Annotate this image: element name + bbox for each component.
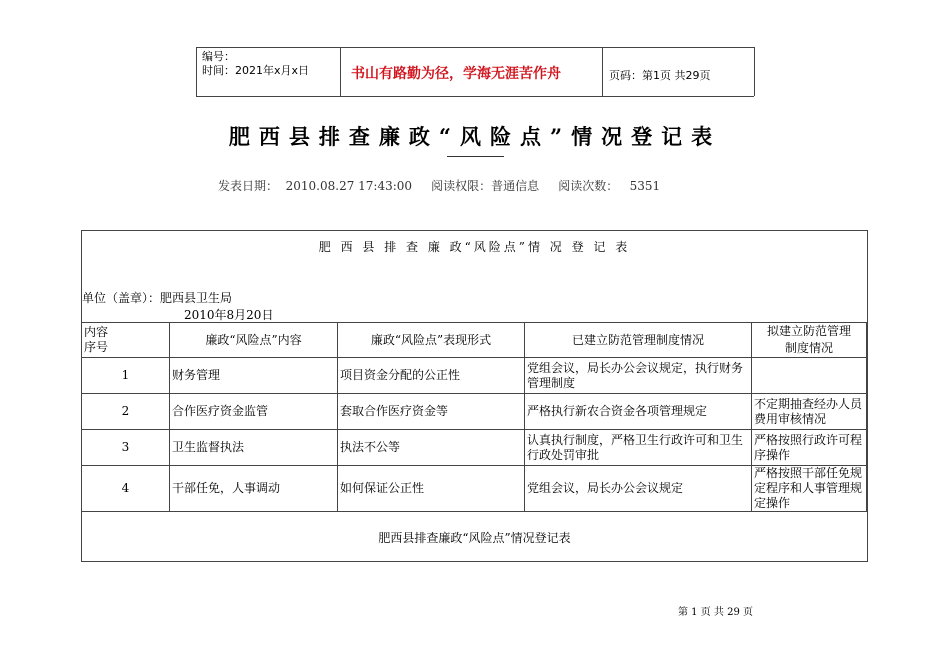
article-meta: 发表日期： 2010.08.27 17:43:00 阅读权限：普通信息 阅读次数： 5351 xyxy=(218,179,661,193)
title-underline xyxy=(447,156,504,157)
existing-measures: 党组会议，局长办公会议规定 xyxy=(525,466,752,512)
page-title: 肥西县排查廉政“风险点”情况登记表 xyxy=(228,124,722,149)
risk-content: 合作医疗资金监管 xyxy=(170,394,338,430)
column-header: 廉政“风险点”内容 xyxy=(170,323,338,358)
risk-form: 如何保证公正性 xyxy=(338,466,525,512)
header-divider xyxy=(754,47,755,96)
time-label: 时间：2021年x月x日 xyxy=(202,64,310,77)
planned-measures: 严格按照干部任免规定程序和人事管理规定操作 xyxy=(752,466,867,512)
column-header: 廉政“风险点”表现形式 xyxy=(338,323,525,358)
header-meta xyxy=(202,50,309,78)
page-footer: 第 1 页 共 29 页 xyxy=(678,607,753,618)
existing-measures: 严格执行新农合资金各项管理规定 xyxy=(525,394,752,430)
risk-content: 卫生监督执法 xyxy=(170,430,338,466)
table-row xyxy=(82,430,867,466)
table-header-row xyxy=(82,323,867,358)
existing-measures: 认真执行制度，严格卫生行政许可和卫生行政处罚审批 xyxy=(525,430,752,466)
form-unit: 单位（盖章）：肥西县卫生局 xyxy=(82,291,233,305)
form-caption: 肥西县排查廉政“风险点”情况登记表 xyxy=(378,531,571,545)
page-info: 页码：第1页 共29页 xyxy=(609,69,711,82)
risk-form: 执法不公等 xyxy=(338,430,525,466)
form-title: 肥 西 县 排 查 廉 政“风险点”情 况 登 记 表 xyxy=(318,240,631,254)
column-header: 已建立防范管理制度情况 xyxy=(525,323,752,358)
planned-measures: 不定期抽查经办人员费用审核情况 xyxy=(752,394,867,430)
row-number: 1 xyxy=(82,358,170,394)
header-top-rule xyxy=(196,47,754,48)
risk-content: 财务管理 xyxy=(170,358,338,394)
existing-measures: 党组会议，局长办公会议规定，执行财务管理制度 xyxy=(525,358,752,394)
header-bottom-rule xyxy=(196,96,754,97)
table-row xyxy=(82,358,867,394)
row-number: 4 xyxy=(82,466,170,512)
column-header: 拟建立防范管理 制度情况 xyxy=(752,323,867,358)
header-divider xyxy=(340,47,341,96)
risk-form: 套取合作医疗资金等 xyxy=(338,394,525,430)
slogan: 书山有路勤为径，学海无涯苦作舟 xyxy=(351,66,561,82)
risk-content: 干部任免，人事调动 xyxy=(170,466,338,512)
header-divider xyxy=(196,47,197,96)
code-label: 编号： xyxy=(202,50,235,63)
form-date: 2010年8月20日 xyxy=(184,308,274,322)
column-header: 内容 序号 xyxy=(82,323,170,358)
risk-form: 项目资金分配的公正性 xyxy=(338,358,525,394)
table-row xyxy=(82,466,867,512)
table-row xyxy=(82,394,867,430)
risk-table xyxy=(81,322,867,512)
planned-measures: 严格按照行政许可程序操作 xyxy=(752,430,867,466)
row-number: 3 xyxy=(82,430,170,466)
header-divider xyxy=(602,47,603,96)
planned-measures xyxy=(752,358,867,394)
row-number: 2 xyxy=(82,394,170,430)
